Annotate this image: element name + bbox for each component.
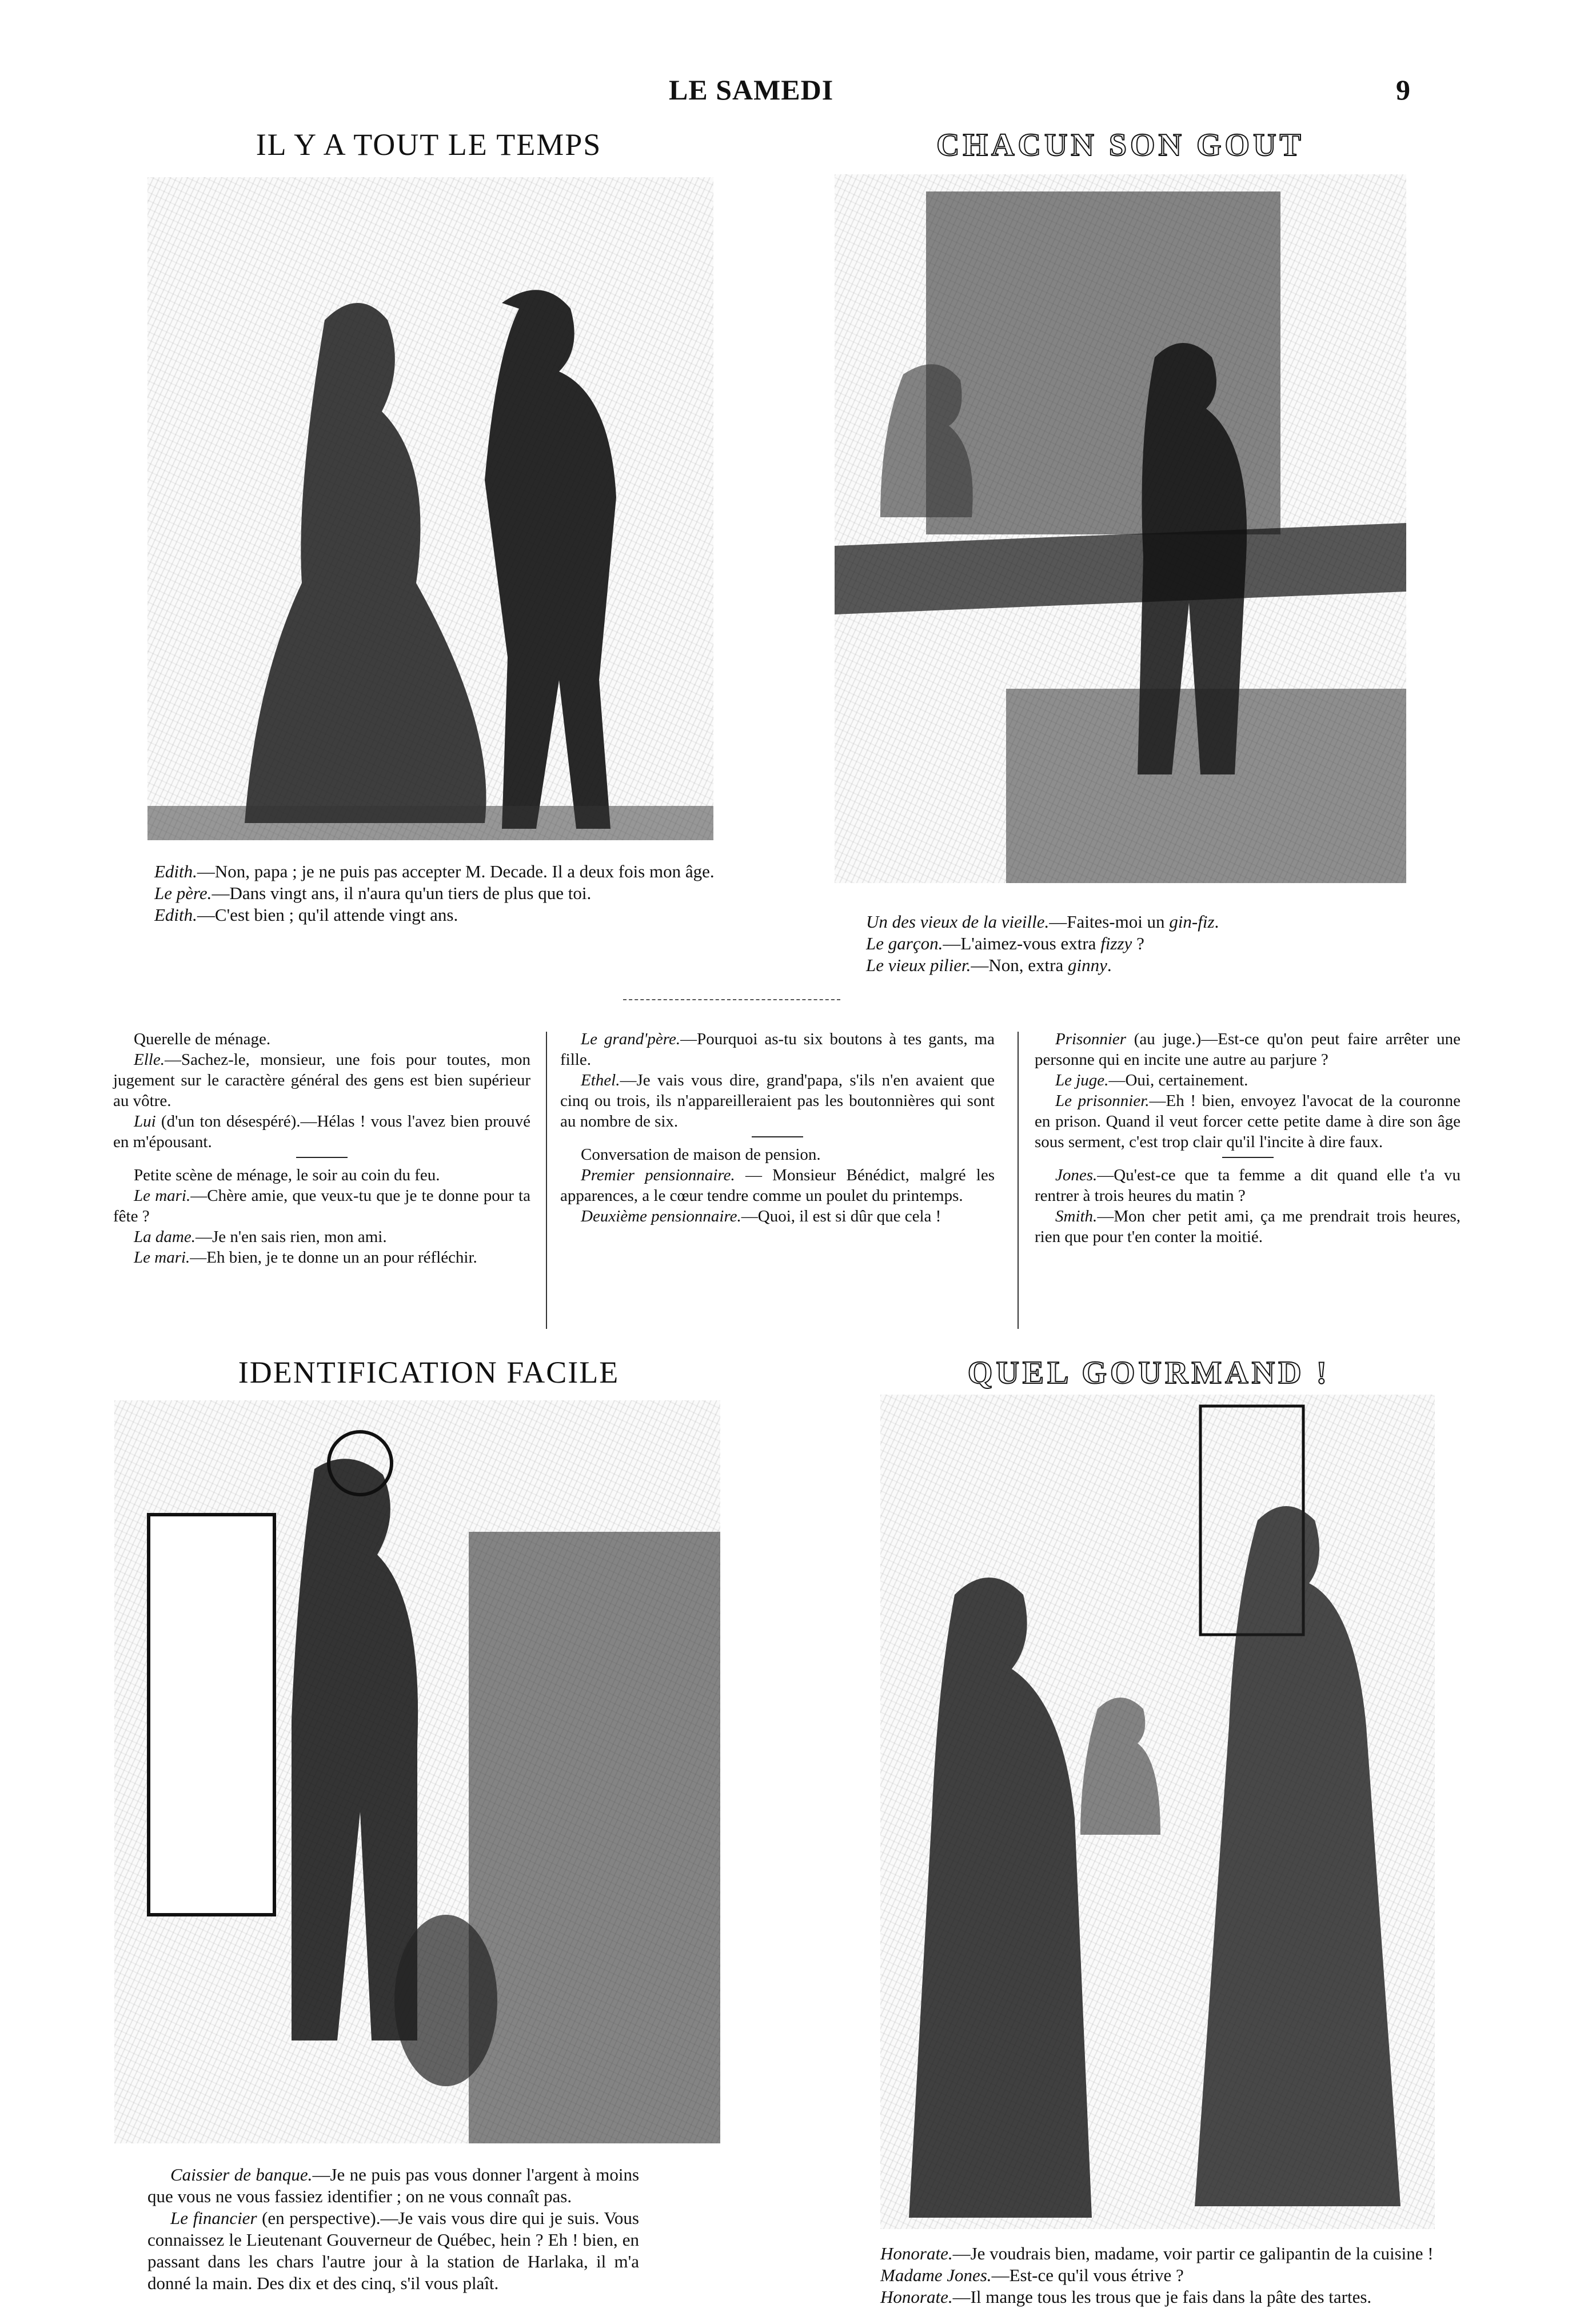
speech: —Oui, certainement. — [1108, 1071, 1248, 1089]
anecdote-heading: Querelle de ménage. — [134, 1030, 271, 1048]
speech: —Non, extra — [971, 955, 1068, 975]
speech-emphasis: gin-fiz — [1169, 912, 1215, 932]
dialogue-line — [113, 1185, 530, 1227]
speaker: Le mari. — [134, 1248, 190, 1267]
speech: —Pourquoi as-tu six boutons à tes gants, ma fille. — [560, 1030, 995, 1069]
speaker: Honorate. — [880, 2287, 953, 2307]
dialogue-line — [560, 1029, 995, 1070]
speaker: Le financier — [170, 2208, 257, 2228]
speech: —Quoi, il est si dûr que cela ! — [741, 1207, 941, 1225]
section-divider — [623, 999, 840, 1000]
speech: —Non, papa ; je ne puis pas accepter M. Decade. Il a deux fois mon âge. — [197, 861, 715, 881]
running-title: LE SAMEDI — [669, 74, 834, 106]
speech: —Eh bien, je te donne un an pour réfléchir. — [190, 1248, 477, 1267]
illustration-tout-le-temps — [147, 177, 713, 840]
speaker: Le prisonnier. — [1055, 1092, 1150, 1110]
speaker: Smith. — [1055, 1207, 1098, 1225]
caption-line — [866, 911, 1380, 933]
speaker: Le grand'père. — [581, 1030, 681, 1048]
illustration-gourmand — [880, 1395, 1435, 2229]
panel-title-gourmand: QUEL GOURMAND ! — [967, 1355, 1331, 1391]
speaker: Le père. — [154, 883, 212, 903]
panel-title-chacun-son-gout: CHACUN SON GOUT — [936, 127, 1304, 163]
speech-tail: ? — [1132, 933, 1144, 953]
speaker: Elle. — [134, 1051, 165, 1069]
speaker: Premier pensionnaire. — [581, 1166, 735, 1184]
speaker: Le juge. — [1055, 1071, 1109, 1089]
speech: —Mon cher petit ami, ça me prendrait trois heures, rien que pour t'en conter la moitié. — [1035, 1207, 1461, 1246]
dialogue-line — [113, 1111, 530, 1152]
speech: —Je n'en sais rien, mon ami. — [195, 1228, 387, 1246]
speaker: Edith. — [154, 905, 197, 925]
illustration-gourmand-drawing — [880, 1395, 1435, 2229]
anecdote-separator — [752, 1136, 803, 1137]
speech-tail: . — [1214, 912, 1219, 932]
speech-emphasis: ginny — [1067, 955, 1107, 975]
dialogue-line — [1035, 1165, 1461, 1206]
caption-line — [131, 883, 726, 904]
illustration-chacun-son-gout — [835, 174, 1406, 883]
caption-tout-le-temps — [131, 861, 726, 926]
caption-line — [857, 2265, 1458, 2286]
caption-line — [857, 2286, 1458, 2308]
anecdote-separator — [1222, 1157, 1274, 1158]
text-column-3 — [1035, 1029, 1461, 1247]
anecdote-heading: Petite scène de ménage, le soir au coin du feu. — [134, 1166, 440, 1184]
speaker: Jones. — [1055, 1166, 1098, 1184]
speech: —Faites-moi un — [1049, 912, 1170, 932]
speech: —Dans vingt ans, il n'aura qu'un tiers de plus que toi. — [212, 883, 592, 903]
dialogue-line — [113, 1049, 530, 1111]
page-number: 9 — [1396, 74, 1411, 106]
speech: —Chère amie, que veux-tu que je te donne pour ta fête ? — [113, 1187, 530, 1225]
dialogue-line — [560, 1070, 995, 1132]
speech: — Monsieur Bénédict, malgré les apparences, a le cœur tendre comme un poulet du printemps. — [560, 1166, 995, 1205]
caption-line — [131, 861, 726, 883]
speaker: Le mari. — [134, 1187, 191, 1205]
illustration-identification — [114, 1400, 720, 2143]
dialogue-line — [560, 1165, 995, 1206]
speaker: Honorate. — [880, 2243, 953, 2263]
speech: (d'un ton désespéré).—Hélas ! vous l'avez bien prouvé en m'épousant. — [113, 1112, 530, 1151]
dialogue-line — [1035, 1029, 1461, 1070]
speaker: Caissier de banque. — [170, 2165, 313, 2185]
illustration-tout-le-temps-drawing — [147, 177, 713, 840]
speech: (en perspective).—Je vais vous dire qui je suis. Vous connaissez le Lieutenant Gouverneur de Québec, hein ? Eh ! bien, en passant dans les chars l'autre jour à la station de Harlaka, il m'a donné la main. Des dix et des cinq, s'il vous plaît. — [147, 2208, 639, 2293]
anecdote-separator — [296, 1157, 348, 1158]
anecdote-heading: Conversation de maison de pension. — [581, 1145, 821, 1164]
illustration-identification-drawing — [114, 1400, 720, 2143]
caption-gourmand — [857, 2243, 1458, 2308]
speaker: Un des vieux de la vieille. — [866, 912, 1050, 932]
panel-title-tout-le-temps: IL Y A TOUT LE TEMPS — [256, 127, 602, 162]
caption-identification — [147, 2164, 639, 2294]
caption-chacun-son-gout — [866, 911, 1380, 976]
dialogue-line — [560, 1206, 995, 1227]
speech: —Sachez-le, monsieur, une fois pour toutes, mon jugement sur le caractère général des gens est bien supérieur au vôtre. — [113, 1051, 530, 1110]
caption-line — [866, 955, 1380, 976]
caption-line — [857, 2243, 1458, 2265]
illustration-chacun-son-gout-drawing — [835, 174, 1406, 883]
speech: —C'est bien ; qu'il attende vingt ans. — [197, 905, 458, 925]
speaker: Madame Jones. — [880, 2265, 992, 2285]
dialogue-line — [1035, 1091, 1461, 1152]
column-rule — [1018, 1032, 1019, 1329]
caption-line — [147, 2207, 639, 2294]
caption-line — [147, 2164, 639, 2207]
dialogue-line — [1035, 1206, 1461, 1247]
speaker: Edith. — [154, 861, 197, 881]
panel-title-identification: IDENTIFICATION FACILE — [238, 1355, 620, 1389]
speech: (au juge.)—Est-ce qu'on peut faire arrêter une personne qui en incite une autre au parjure ? — [1035, 1030, 1461, 1069]
dialogue-line — [113, 1247, 530, 1268]
text-column-2 — [560, 1029, 995, 1227]
speech-tail: . — [1107, 955, 1112, 975]
speech: —Qu'est-ce que ta femme a dit quand elle t'a vu rentrer à trois heures du matin ? — [1035, 1166, 1461, 1205]
column-rule — [546, 1032, 547, 1329]
speech: —Il mange tous les trous que je fais dans la pâte des tartes. — [952, 2287, 1372, 2307]
speech: —Eh ! bien, envoyez l'avocat de la couronne en prison. Quand il veut forcer cette petite dame à dire son âge sous serment, c'est trop clair qu'il l'incite à dire faux. — [1035, 1092, 1461, 1151]
speech: —L'aimez-vous extra — [943, 933, 1101, 953]
dialogue-line — [113, 1227, 530, 1247]
caption-line — [866, 933, 1380, 955]
speech-emphasis: fizzy — [1100, 933, 1132, 953]
text-column-1 — [113, 1029, 530, 1268]
speech: —Je ne puis pas vous donner l'argent à moins que vous ne vous fassiez identifier ; on ne vous connaît pas. — [147, 2165, 640, 2206]
speaker: Prisonnier — [1055, 1030, 1127, 1048]
speech: —Est-ce qu'il vous étrive ? — [991, 2265, 1184, 2285]
speech: —Je voudrais bien, madame, voir partir ce galipantin de la cuisine ! — [952, 2243, 1434, 2263]
speaker: Lui — [134, 1112, 156, 1131]
speech: —Je vais vous dire, grand'papa, s'ils n'en avaient que cinq ou trois, ils n'appareilleraient pas les boutonnières qui sont au nombre de six. — [560, 1071, 995, 1131]
dialogue-line — [1035, 1070, 1461, 1091]
speaker: Le vieux pilier. — [866, 955, 971, 975]
caption-line — [131, 904, 726, 926]
speaker: Le garçon. — [866, 933, 943, 953]
speaker: Deuxième pensionnaire. — [581, 1207, 741, 1225]
speaker: La dame. — [134, 1228, 195, 1246]
speaker: Ethel. — [581, 1071, 620, 1089]
